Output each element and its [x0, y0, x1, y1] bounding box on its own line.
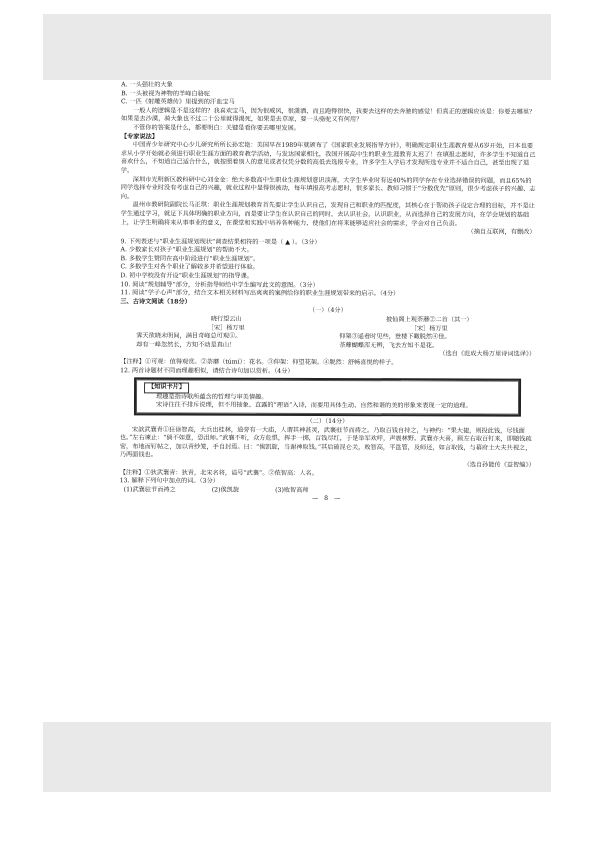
card-text: 理趣是指诗歌所蕴含的哲理与审美情趣。	[156, 393, 268, 401]
scan-shadow-bottom	[43, 722, 551, 792]
annotation: 【注释】①可观：值得观赏。②荼蘼（túmí）：花名。③仰架：仰望花架。④脱然：舒畅喜悦的样子。	[120, 358, 398, 367]
question-9: 9. 下列表述与“职业生涯规划现状”调查结果相符的一项是（ ▲ ）。（3分）	[120, 237, 321, 246]
part-title: （一）（4分）	[308, 307, 347, 315]
poem-line: 霁天欲晓未明间，满目奇峰总可观①。	[136, 332, 242, 340]
poem-title: 披仙阁上观荼蘼②二首（其一）	[385, 316, 473, 324]
poems	[120, 315, 535, 351]
poem-1	[136, 315, 316, 350]
page-number: — 8 —	[312, 495, 343, 503]
knowledge-card	[134, 378, 521, 417]
question-11: 11. 阅读“学子心声”部分，结合文本相关材料写出爽爽的案例给你的职业生涯规划带来的启示。（4分）	[120, 289, 400, 298]
poem-line: 荼蘼蝴蝶浑无辨，飞去方知不是花。	[339, 341, 439, 350]
poem-line: 仰架③遥看时见些，登楼下瞰脱然④佳。	[339, 333, 451, 341]
question-option: D. 初中学校没有开设“职业生涯规划”的指导课。	[120, 272, 254, 280]
source-note: （选自孙能传《益智编》）	[463, 461, 535, 469]
article-paragraph: 深圳市光明新区教科研中心刘金金：绝大多数高中生职业生涯规划意识淡薄，大学生毕业时有近40%的同学存在专业选择错误的问题，而且65%的同学选择专业时没有考虑自己的兴趣，就业过程中显得很被动，每年填报高考志愿时，很多家长、教师习惯于“分数优先”原则，很少考虑孩子的兴趣、志向。	[120, 175, 536, 201]
section-title: 三、古诗文阅读（18分）	[120, 298, 191, 306]
option-c: C. 一匹《射雕英雄传》里提到的汗血宝马	[121, 98, 235, 106]
question-option: B. 多数学生赞同在高中阶段进行“职业生涯规划”。	[120, 255, 260, 263]
poem-title: 晓行望云山	[210, 315, 242, 323]
annotation: 【注释】①狄武襄青：狄青，北宋名将，谥号“武襄”。②侬智高：人名。	[119, 468, 318, 477]
poem-author: ［宋］杨万里	[207, 324, 245, 332]
article-paragraph: 温州市教研院副院长马正琪：职业生涯规划教育首先要让学生认识自己，发现自己和职业的匹配度，其核心在于帮助孩子设定合理的目标，并不是让学生通过学习，就足下具体明确的职业方向，而是要让学生在认识自己的同时，去认识社会，认识职业，从而选择自己的发展方向，在学会规划的基础上，让学生明确将来从事事业的意义，在课堂和实践中培养各种能力，使他们在将来能够适应社会的需求，学会对自己负责。	[120, 201, 535, 227]
question-item: (1)武襄驻节而祷之	[123, 486, 176, 494]
exam-page	[119, 81, 536, 720]
section-heading: 【专家说法】	[120, 132, 159, 140]
classical-passage: 宋歆武襄青①狂徐智高，大兵出桂林，道旁有一大庙，人谓其神甚灵，武襄驻节而祷之。乃取百钱自持之，与神约：“果大捷，则投此钱，尽钱面也。”左右谏止：“倘不如意，恐沮师。”武襄不听，众方危惧，挥手一掷，百钱尽红，于是举军欢呼，声震林野。武襄亦大喜，顾左右取百钉来，即随钱疏密，布地而钉帖之，加以青纱笼，手自封焉。曰：“俟凯旋，当谢神取钱。”其后破昆仑关，败智高，平邕管，及师还，如言取钱，与幕府士大夫共视之，乃两面钱也。	[119, 425, 532, 459]
article-paragraph: 不管你的答案是什么，都要明白：关键是看你要去哪里发展。	[132, 124, 301, 132]
option-b: B. 一头被视为神物的羊峰白骆驼	[121, 89, 211, 98]
question-12: 12. 两首诗题材不同而理趣相似，请结合诗句加以赏析。（4分）	[120, 366, 294, 375]
part-title: （二）（14分）	[306, 417, 349, 426]
card-text: 宋诗往往不排斥说理，但不用抽象、直露的“理语”入诗，而要用具体生动、自然和谐的美的形象来表现一定的道理。	[155, 401, 472, 410]
article-paragraph: 一般人的逻辑是不是这样的？我喜欢宝马，因为很威风，很潇洒，而且跑得很快，我要去这样的去奔驰的感觉！但真正的逻辑应该是：你要去哪里？如果是去沙漠，骑大象也不过二十公里就得渴死，如果是去草原，要一头骆驼又有何用？	[120, 107, 536, 124]
source-note: （选自《范成大杨万里诗词选译》）	[439, 350, 536, 359]
question-option: A. 少数家长对孩子“职业生涯规划”的帮助不大。	[120, 246, 253, 255]
poem-line: 却有一峰忽然长，方知不动是真山！	[136, 341, 236, 349]
card-label: 【知识卡片】	[144, 383, 189, 394]
article-paragraph: 中国青少年研究中心少儿研究所所长孙宏艳：美国早在1989年就颁布了《国家职业发展指导方针》，明确规定职业生涯教育要从6岁开始，日本也要求从小学开始就必须进行职业生涯方面的教育教学活动，与发达国家相比，我国开展高中生的职业生涯教育太迟了！在填报志愿时，许多学生不知道自己喜欢什么，不知道自己适合什么，就按照着别人的意见或者仅凭分数的高低去选报专业，许多学生入学后才发现所选专业并不适合自己，甚至出现了退学。	[120, 141, 536, 175]
question-10: 10. 阅读“规划辅导”部分，分析指导师给中学生编写此文的意图。（3分）	[120, 280, 319, 289]
scan-shadow-top	[43, 14, 551, 80]
question-13: 13. 解释下列句中加点的词。（3分）	[119, 477, 220, 485]
question-item: (3)败智高师	[275, 486, 309, 494]
question-item: (2)俟凯旋	[211, 486, 240, 494]
option-a: A. 一头强壮的大象	[121, 81, 173, 89]
source-note: （摘自互联网，有删改）	[467, 228, 536, 236]
question-option: C. 多数学生对各个职业了解较多并希望进行体验。	[120, 263, 259, 272]
poem-author: ［宋］杨万里	[410, 324, 448, 333]
poem-2	[339, 316, 519, 351]
